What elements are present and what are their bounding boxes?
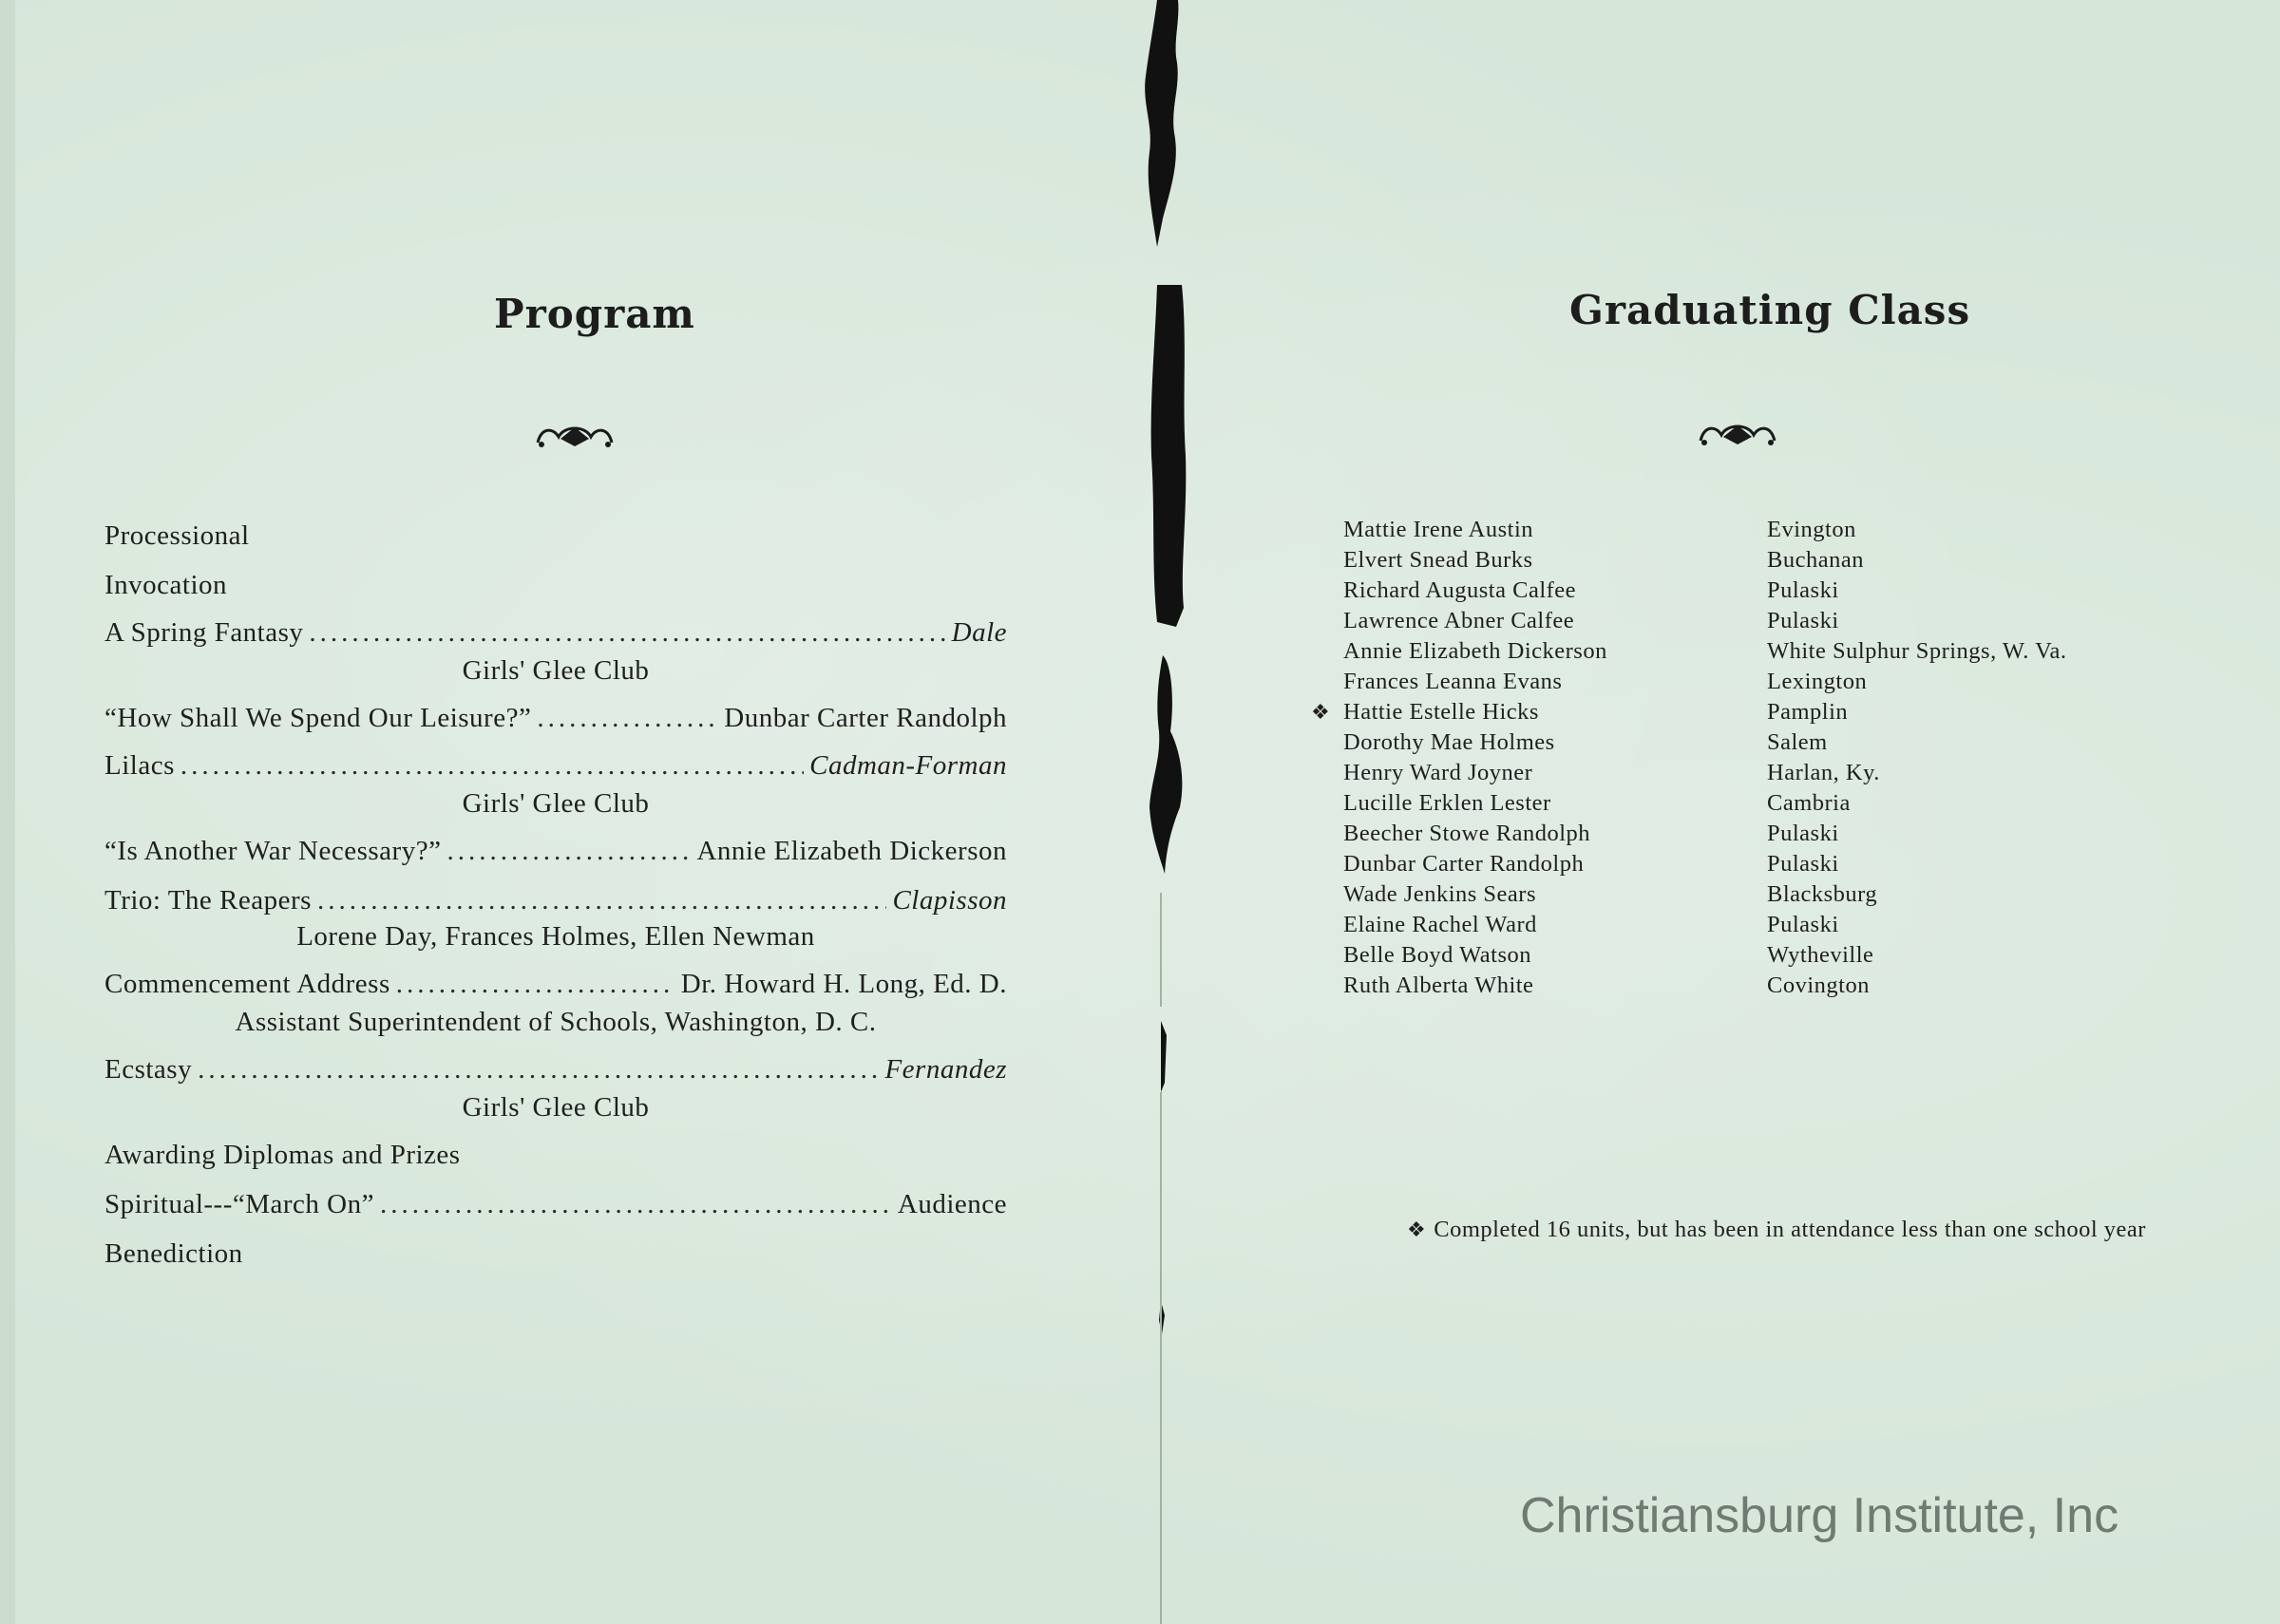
graduate-hometown: Pulaski bbox=[1767, 577, 1839, 603]
program-item-title: Trio: The Reapers bbox=[104, 885, 312, 916]
graduate-name: Lucille Erklen Lester bbox=[1343, 790, 1551, 816]
graduate-row bbox=[1273, 788, 2223, 819]
program-item bbox=[104, 1237, 1007, 1271]
footnote-marker-icon: ❖ bbox=[1407, 1218, 1427, 1241]
dot-leader bbox=[317, 883, 887, 917]
program-item-title: Processional bbox=[104, 520, 250, 551]
dot-leader bbox=[396, 967, 675, 1001]
ornament-flourish-icon bbox=[532, 418, 618, 452]
graduate-name: Dorothy Mae Holmes bbox=[1343, 729, 1555, 755]
program-item bbox=[104, 834, 1007, 868]
program-item-title: Lilacs bbox=[104, 750, 175, 781]
graduate-hometown: Pamplin bbox=[1767, 699, 1849, 725]
graduate-name: Elaine Rachel Ward bbox=[1343, 912, 1537, 937]
graduate-row bbox=[1273, 667, 2223, 697]
graduate-name: Belle Boyd Watson bbox=[1343, 942, 1531, 968]
graduate-row bbox=[1273, 758, 2223, 788]
graduate-hometown: Cambria bbox=[1767, 790, 1851, 816]
footnote bbox=[1368, 1214, 2185, 1245]
program-item-title: Benediction bbox=[104, 1238, 243, 1269]
program-item-performer: Cadman-Forman bbox=[809, 750, 1007, 781]
program-item-title: Commencement Address bbox=[104, 969, 390, 999]
graduate-row bbox=[1273, 819, 2223, 849]
graduate-hometown: Pulaski bbox=[1767, 821, 1839, 846]
graduate-name: Annie Elizabeth Dickerson bbox=[1343, 638, 1607, 664]
graduate-row bbox=[1273, 879, 2223, 910]
program-item-title: A Spring Fantasy bbox=[104, 617, 304, 648]
graduate-row bbox=[1273, 697, 2223, 727]
dot-leader bbox=[180, 748, 804, 783]
graduate-row bbox=[1273, 606, 2223, 636]
graduate-name: Hattie Estelle Hicks bbox=[1343, 699, 1539, 725]
program-item-subtitle: Lorene Day, Frances Holmes, Ellen Newman bbox=[296, 921, 815, 952]
program-item-title: “How Shall We Spend Our Leisure?” bbox=[104, 703, 532, 733]
program-item bbox=[104, 701, 1007, 735]
footnote-text: Completed 16 units, but has been in attendance less than one school year bbox=[1434, 1217, 2146, 1242]
graduate-name: Ruth Alberta White bbox=[1343, 973, 1534, 998]
dot-leader bbox=[380, 1187, 892, 1221]
graduate-hometown: Evington bbox=[1767, 517, 1856, 542]
dot-leader bbox=[198, 1052, 879, 1086]
graduate-name: Lawrence Abner Calfee bbox=[1343, 608, 1575, 633]
program-item bbox=[104, 1187, 1007, 1221]
graduate-hometown: Harlan, Ky. bbox=[1767, 760, 1880, 785]
program-item-title: Invocation bbox=[104, 570, 228, 600]
graduate-row bbox=[1273, 940, 2223, 971]
dot-leader bbox=[309, 615, 945, 650]
graduate-row bbox=[1273, 576, 2223, 606]
program-item bbox=[104, 568, 1007, 602]
graduate-row bbox=[1273, 636, 2223, 667]
graduate-name: Wade Jenkins Sears bbox=[1343, 881, 1536, 907]
program-item bbox=[104, 748, 1007, 783]
program-item-subtitle: Girls' Glee Club bbox=[462, 655, 650, 686]
program-item bbox=[104, 615, 1007, 650]
ornament-flourish-icon bbox=[1695, 416, 1780, 450]
graduate-hometown: Wytheville bbox=[1767, 942, 1874, 968]
graduate-hometown: Covington bbox=[1767, 973, 1870, 998]
footnote-marker-icon: ❖ bbox=[1311, 700, 1331, 724]
program-item-subtitle: Assistant Superintendent of Schools, Washington, D. C. bbox=[235, 1007, 877, 1037]
program-item-subtitle: Girls' Glee Club bbox=[462, 1092, 650, 1123]
torn-fold bbox=[1132, 0, 1189, 1624]
program-item bbox=[104, 883, 1007, 917]
graduate-row bbox=[1273, 849, 2223, 879]
program-item-performer: Dunbar Carter Randolph bbox=[724, 703, 1007, 733]
graduate-row bbox=[1273, 910, 2223, 940]
program-item-title: Spiritual---“March On” bbox=[104, 1189, 374, 1219]
graduate-name: Dunbar Carter Randolph bbox=[1343, 851, 1585, 877]
program-item-performer: Dale bbox=[951, 617, 1007, 648]
graduate-hometown: White Sulphur Springs, W. Va. bbox=[1767, 638, 2067, 664]
graduate-hometown: Blacksburg bbox=[1767, 881, 1878, 907]
program-page bbox=[104, 0, 1016, 1624]
graduating-class-heading: Graduating Class bbox=[1569, 287, 1971, 333]
dot-leader bbox=[537, 701, 718, 735]
archive-watermark: Christiansburg Institute, Inc bbox=[1520, 1488, 2119, 1543]
paper-edge bbox=[0, 0, 15, 1624]
graduate-hometown: Salem bbox=[1767, 729, 1828, 755]
torn-fold-graphic bbox=[1132, 0, 1189, 1624]
program-item-performer: Annie Elizabeth Dickerson bbox=[696, 836, 1007, 866]
program-item-title: Ecstasy bbox=[104, 1054, 193, 1085]
program-item-performer: Audience bbox=[897, 1189, 1007, 1219]
graduate-name: Richard Augusta Calfee bbox=[1343, 577, 1577, 603]
program-item-title: “Is Another War Necessary?” bbox=[104, 836, 442, 866]
graduate-hometown: Buchanan bbox=[1767, 547, 1864, 573]
graduate-hometown: Pulaski bbox=[1767, 608, 1839, 633]
graduate-row bbox=[1273, 515, 2223, 545]
program-heading: Program bbox=[494, 291, 695, 337]
graduate-row bbox=[1273, 971, 2223, 1001]
graduate-name: Henry Ward Joyner bbox=[1343, 760, 1533, 785]
program-item-performer: Fernandez bbox=[884, 1054, 1007, 1085]
program-item bbox=[104, 1138, 1007, 1172]
graduate-row bbox=[1273, 727, 2223, 758]
program-item bbox=[104, 967, 1007, 1001]
graduate-row bbox=[1273, 545, 2223, 576]
program-item-performer: Clapisson bbox=[892, 885, 1007, 916]
dot-leader bbox=[446, 834, 691, 868]
graduate-name: Elvert Snead Burks bbox=[1343, 547, 1533, 573]
graduate-name: Beecher Stowe Randolph bbox=[1343, 821, 1591, 846]
graduate-hometown: Pulaski bbox=[1767, 851, 1839, 877]
graduate-name: Frances Leanna Evans bbox=[1343, 669, 1563, 694]
graduate-name: Mattie Irene Austin bbox=[1343, 517, 1534, 542]
program-item bbox=[104, 1052, 1007, 1086]
program-item-subtitle: Girls' Glee Club bbox=[462, 788, 650, 819]
program-item-title: Awarding Diplomas and Prizes bbox=[104, 1140, 461, 1170]
program-item bbox=[104, 519, 1007, 553]
program-item-performer: Dr. Howard H. Long, Ed. D. bbox=[680, 969, 1007, 999]
graduating-class-page bbox=[1273, 0, 2223, 1624]
graduate-hometown: Lexington bbox=[1767, 669, 1868, 694]
graduate-hometown: Pulaski bbox=[1767, 912, 1839, 937]
